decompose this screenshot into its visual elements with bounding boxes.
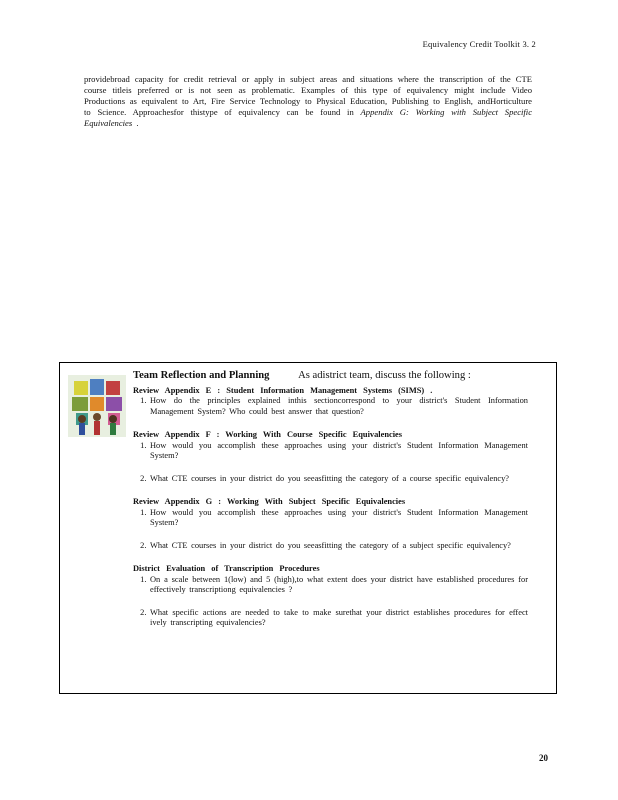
question-item: 2. What CTE courses in your district do you seeasfitting the category of a course specific equivalency? bbox=[150, 474, 528, 485]
intro-found-in: found in bbox=[320, 107, 354, 117]
appendix-e-questions bbox=[133, 396, 528, 417]
question-item: 1. How do the principles explained inthis sectioncorrespond to your district's Student Information Management System? Who could best answer that question? bbox=[150, 396, 528, 417]
reflection-content bbox=[133, 371, 528, 629]
appendix-g-reference: Appendix G: Working with Subject Specific Equivalencies bbox=[84, 107, 533, 128]
intro-end: . bbox=[136, 118, 139, 128]
page-number: 20 bbox=[539, 753, 548, 763]
reflection-title-row bbox=[133, 371, 528, 382]
district-evaluation-questions bbox=[133, 575, 528, 629]
question-item: 2. What specific actions are needed to take to make surethat your district establishes procedures for effect ively transcripting equivalencies? bbox=[150, 608, 528, 629]
appendix-g-questions bbox=[133, 508, 528, 552]
question-item: 2. What CTE courses in your district do you seeasfitting the category of a subject specific equivalency? bbox=[150, 541, 528, 552]
question-item: 1. On a scale between 1(low) and 5 (high),to what extent does your district have established procedures for effectively transcriptiong equivalencies ? bbox=[150, 575, 528, 596]
section-heading-district-evaluation: District Evaluation of Transcription Procedures bbox=[133, 564, 320, 573]
intro-body: providebroad capacity for credit retrieval or apply in subject areas and situations where the transcription of the CTE course titleis preferred or is not seen as problematic. Examples of this type of equivalency might include Video Productions as equivalent to Art, Fire Service Technology to Physical Education, Publishing to English, andHorticulture to Science. Approachesfor thistype of equivalency can be bbox=[84, 74, 532, 117]
reflection-title: Team Reflection and Planning bbox=[133, 370, 270, 381]
team-reflection-box bbox=[59, 362, 557, 694]
question-item: 1. How would you accomplish these approaches using your district's Student Information Management System? bbox=[150, 508, 528, 529]
section-heading-appendix-e: Review Appendix E : Student Information Management Systems (SIMS) . bbox=[133, 385, 433, 395]
running-header: Equivalency Credit Toolkit 3. 2 bbox=[422, 39, 536, 49]
intro-paragraph bbox=[84, 74, 532, 129]
team-puzzle-people-icon bbox=[68, 375, 126, 437]
appendix-f-questions bbox=[133, 441, 528, 485]
section-heading-appendix-f: Review Appendix F : Working With Course Specific Equivalencies bbox=[133, 430, 402, 439]
section-heading-appendix-g: Review Appendix G : Working With Subject Specific Equivalencies bbox=[133, 497, 406, 506]
reflection-lead: As adistrict team, discuss the following : bbox=[298, 370, 471, 381]
question-item: 1. How would you accomplish these approaches using your district's Student Information Management System? bbox=[150, 441, 528, 462]
